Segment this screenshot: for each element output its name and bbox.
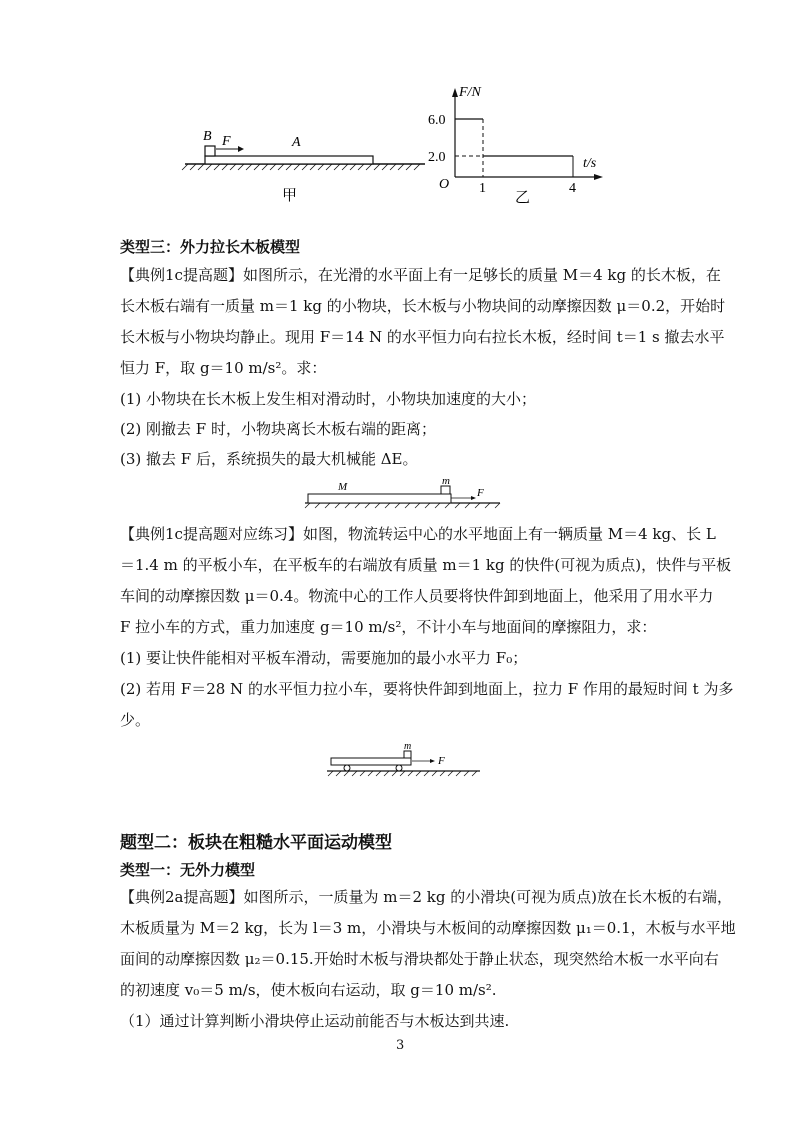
ex1c-line-4: 恒力 F，取 g＝10 m/s²。求：: [120, 359, 327, 377]
caption-yi: 乙: [515, 190, 531, 206]
cart-wheel-right: [396, 765, 402, 771]
ex1c-question-1: (1) 小物块在长木板上发生相对滑动时，小物块加速度的大小；: [120, 390, 537, 408]
block-B: [205, 146, 215, 156]
long-board: [308, 494, 451, 503]
label-A: A: [292, 135, 301, 150]
x-axis-label: t/s: [583, 156, 597, 171]
figure-board-block: [300, 475, 510, 510]
origin-label: O: [439, 177, 450, 192]
ex1c-line-1: 【典例1c提高题】如图所示，在光滑的水平面上有一足够长的质量 M＝4 kg 的长木板，在: [120, 266, 721, 284]
cart-wheel-left: [344, 765, 350, 771]
figure-jia: [180, 120, 430, 210]
ex2a-line-3: 面间的动摩擦因数 μ₂＝0.15.开始时木板与滑块都处于静止状态，现突然给木板一水平向右: [120, 950, 719, 968]
practice-question-2-cont: 少。: [120, 711, 151, 729]
practice-line-2: ＝1.4 m 的平板小车，在平板车的右端放有质量 m＝1 kg 的快件(可视为质点)，快件与平板: [120, 556, 732, 574]
label-F: F: [222, 134, 231, 149]
ex1c-line-2: 长木板右端有一质量 m＝1 kg 的小物块，长木板与小物块间的动摩擦因数 μ＝0.2，开始时: [120, 297, 726, 315]
practice-line-1: 【典例1c提高题对应练习】如图，物流转运中心的水平地面上有一辆质量 M＝4 kg、长 L: [120, 525, 716, 543]
section-heading-type2: 题型二：板块在粗糙水平面运动模型: [120, 833, 392, 853]
practice-line-3: 车间的动摩擦因数 μ＝0.4。物流中心的工作人员要将快件卸到地面上，他采用了用水平力: [120, 587, 714, 605]
page-number: 3: [396, 1038, 405, 1053]
figure-cart: [325, 740, 485, 780]
label-B: B: [203, 129, 212, 144]
practice-question-1: (1) 要让快件能相对平板车滑动，需要施加的最小水平力 F₀；: [120, 649, 528, 667]
small-block: [441, 486, 450, 494]
y-axis-label: F/N: [459, 85, 481, 100]
board-A: [205, 156, 373, 164]
label-M: M: [338, 481, 348, 493]
ex2a-line-2: 木板质量为 M＝2 kg，长为 l＝3 m，小滑块与木板间的动摩擦因数 μ₁＝0.1，木板与水平地: [120, 919, 736, 937]
y-tick-6: 6.0: [428, 113, 446, 128]
ex2a-line-4: 的初速度 v₀＝5 m/s，使木板向右运动，取 g＝10 m/s².: [120, 981, 497, 999]
ex1c-line-3: 长木板与小物块均静止。现用 F＝14 N 的水平恒力向右拉长木板，经时间 t＝1 s 撤去水平: [120, 328, 725, 346]
x-tick-1: 1: [479, 181, 486, 196]
ex1c-question-3: (3) 撤去 F 后，系统损失的最大机械能 ΔE。: [120, 450, 418, 468]
parcel-block: [404, 751, 411, 758]
caption-jia: 甲: [282, 188, 298, 204]
ex2a-line-1: 【典例2a提高题】如图所示，一质量为 m＝2 kg 的小滑块(可视为质点)放在长木板的右端，: [120, 888, 732, 906]
ex1c-question-2: (2) 刚撤去 F 时，小物块离长木板右端的距离；: [120, 420, 436, 438]
practice-line-4: F 拉小车的方式，重力加速度 g＝10 m/s²，不计小车与地面间的摩擦阻力，求：: [120, 618, 657, 636]
label-m: m: [442, 475, 450, 487]
label-F-cart: F: [438, 755, 445, 767]
figure-yi-graph: [425, 82, 615, 207]
section-heading-type3: 类型三：外力拉长木板模型: [120, 238, 301, 256]
cart-body: [331, 758, 411, 765]
label-F-board: F: [477, 487, 484, 499]
label-m-cart: m: [404, 741, 412, 752]
subsection-heading-type1: 类型一：无外力模型: [120, 861, 256, 879]
practice-question-2: (2) 若用 F＝28 N 的水平恒力拉小车，要将快件卸到地面上，拉力 F 作用的最短时间 t 为多: [120, 680, 734, 698]
x-tick-4: 4: [569, 181, 576, 196]
y-tick-2: 2.0: [428, 150, 446, 165]
ex2a-question-1: （1）通过计算判断小滑块停止运动前能否与木板达到共速.: [120, 1012, 510, 1030]
